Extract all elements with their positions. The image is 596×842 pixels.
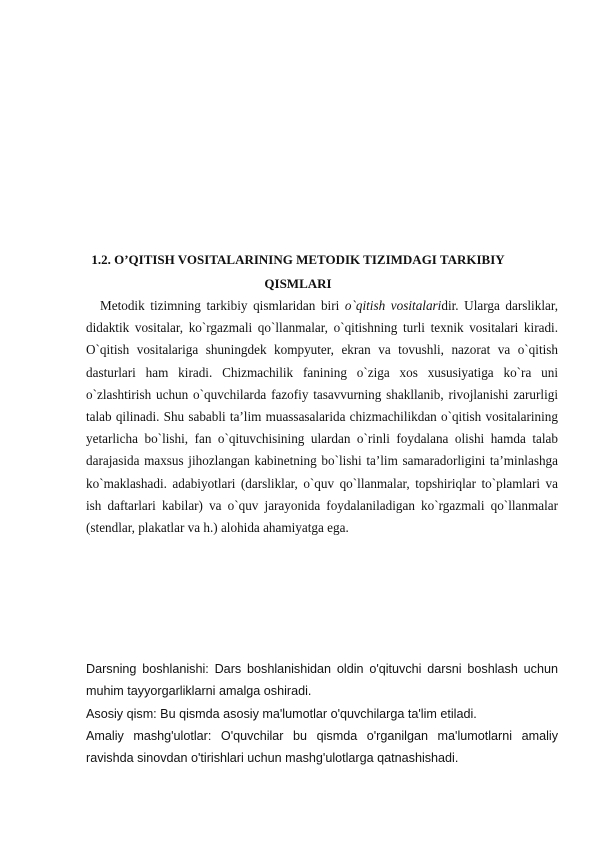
intro-rest: dir. Ularga darsliklar, didaktik vositalar, ko`rgazmali qo`llanmalar, o`qitishning turli texnik vositalari kiradi. O`qitish vositalariga shuningdek kompyuter, ekran va tovushli, nazorat va o`qitish dasturlari ham kiradi. Chizmachilik fanining o`ziga xos xususiyatiga ko`ra uni o`zlashtirish uchun o`quvchilarda fazofiy tasavvurning shakllanib, rivojlanishi zarurligi talab qilinadi. Shu sababli ta’lim muassasalarida chizmachilikdan o`qitish vositalarining yetarlicha bo`lishi, fan o`qituvchisining ulardan o`rinli foydalana olishi hamda talab darajasida maxsus jihozlangan kabinetning bo`lishi ta’lim samaradorligini ta’minlashga ko`maklashadi. adabiyotlari (darsliklar, o`quv qo`llanmalar, topshiriqlar to`plamlari va ish daftarlari kabilar) va o`quv jarayonida foydalaniladigan ko`rgazmali qo`llanmalar (stendlar, plakatlar va h.) alohida ahamiyatga ega. bbox=[86, 298, 558, 536]
stage-paragraph: Asosiy qism: Bu qismda asosiy ma'lumotlar o'quvchilarga ta'lim etiladi. bbox=[86, 706, 477, 721]
section-heading: 1.2. O’QITISH VOSITALARINING METODIK TIZIMDAGI TARKIBIY QISMLARI bbox=[91, 252, 505, 291]
intro-lead: Metodik tizimning tarkibiy qismlaridan biri bbox=[100, 298, 345, 313]
intro-paragraph bbox=[86, 295, 558, 539]
intro-italic-term: o`qitish vositalari bbox=[344, 298, 442, 313]
stage-paragraph: Darsning boshlanishi: Dars boshlanishidan oldin o'qituvchi darsni boshlash uchun muhim tayyorgarliklarni amalga oshiradi. bbox=[86, 662, 558, 699]
stage-paragraph: Amaliy mashg'ulotlar: O'quvchilar bu qismda o'rganilgan ma'lumotlarni amaliy ravishda sinovdan o'tirishlari uchun mashg'ulotlarga qatnashishadi. bbox=[86, 728, 558, 766]
lesson-stages bbox=[86, 658, 558, 769]
